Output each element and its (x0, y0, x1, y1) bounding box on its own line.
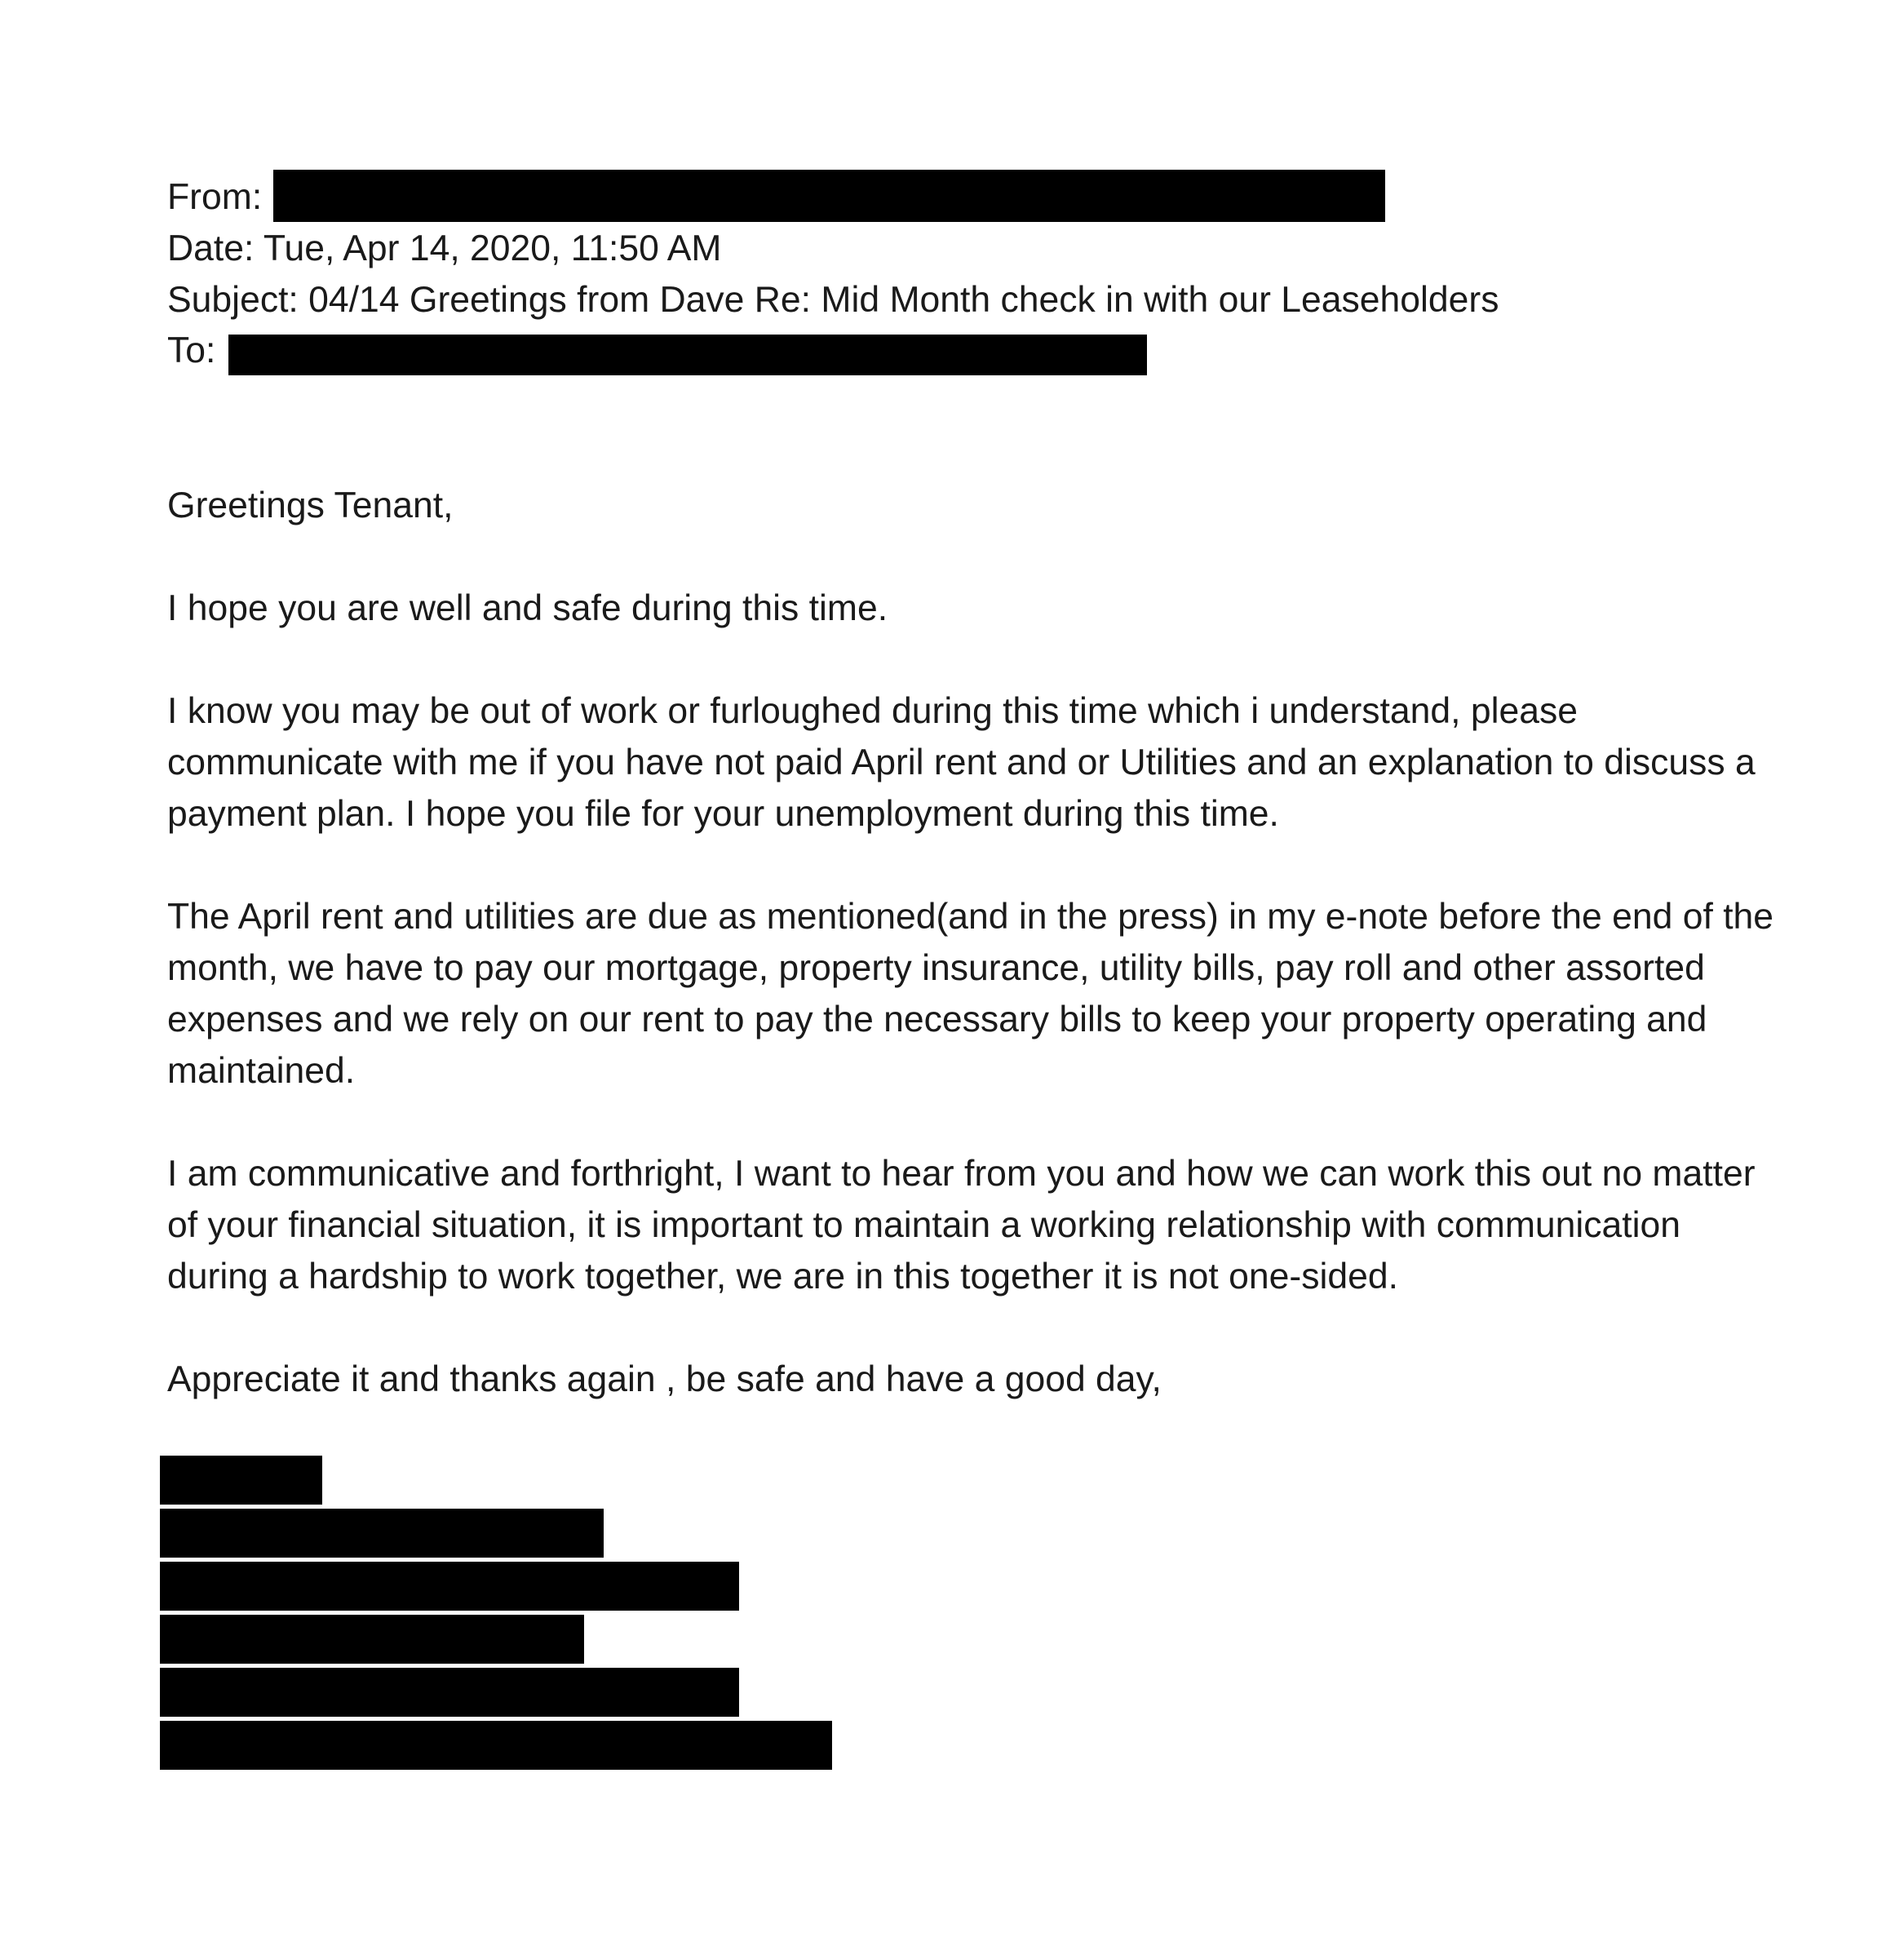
from-redaction (273, 170, 1385, 222)
paragraph-1: I hope you are well and safe during this time. (167, 588, 888, 628)
closing-line: Appreciate it and thanks again , be safe and have a good day, (167, 1359, 1162, 1399)
signature-redaction-1 (160, 1456, 322, 1505)
signature-redaction-5 (160, 1668, 739, 1717)
date-line: Date: Tue, Apr 14, 2020, 11:50 AM (167, 228, 722, 268)
to-label: To: (167, 330, 216, 370)
signature-redaction-6 (160, 1721, 832, 1770)
signature-redaction-3 (160, 1562, 739, 1611)
signature-redaction-4 (160, 1615, 584, 1664)
to-line (167, 325, 215, 376)
from-line (167, 171, 262, 223)
subject-line: Subject: 04/14 Greetings from Dave Re: Mid Month check in with our Leaseholders (167, 280, 1499, 320)
to-redaction (228, 335, 1147, 375)
paragraph-4: I am communicative and forthright, I want to hear from you and how we can work this out no matter of your financial situation, it is important to maintain a working relationship with communication during a hardship to work together, we are in this together it is not one-sided. (167, 1154, 1756, 1297)
paragraph-2: I know you may be out of work or furloughed during this time which i understand, please communicate with me if you have not paid April rent and or Utilities and an explanation to discuss a payment plan. I hope you file for your unemployment during this time. (167, 691, 1756, 834)
greeting: Greetings Tenant, (167, 485, 454, 525)
signature-redaction-2 (160, 1509, 604, 1558)
from-label: From: (167, 177, 263, 217)
paragraph-3: The April rent and utilities are due as mentioned(and in the press) in my e-note before the end of the month, we have to pay our mortgage, property insurance, utility bills, pay roll and other assorted expenses and we rely on our rent to pay the necessary bills to keep your property operating and maintained. (167, 897, 1774, 1091)
